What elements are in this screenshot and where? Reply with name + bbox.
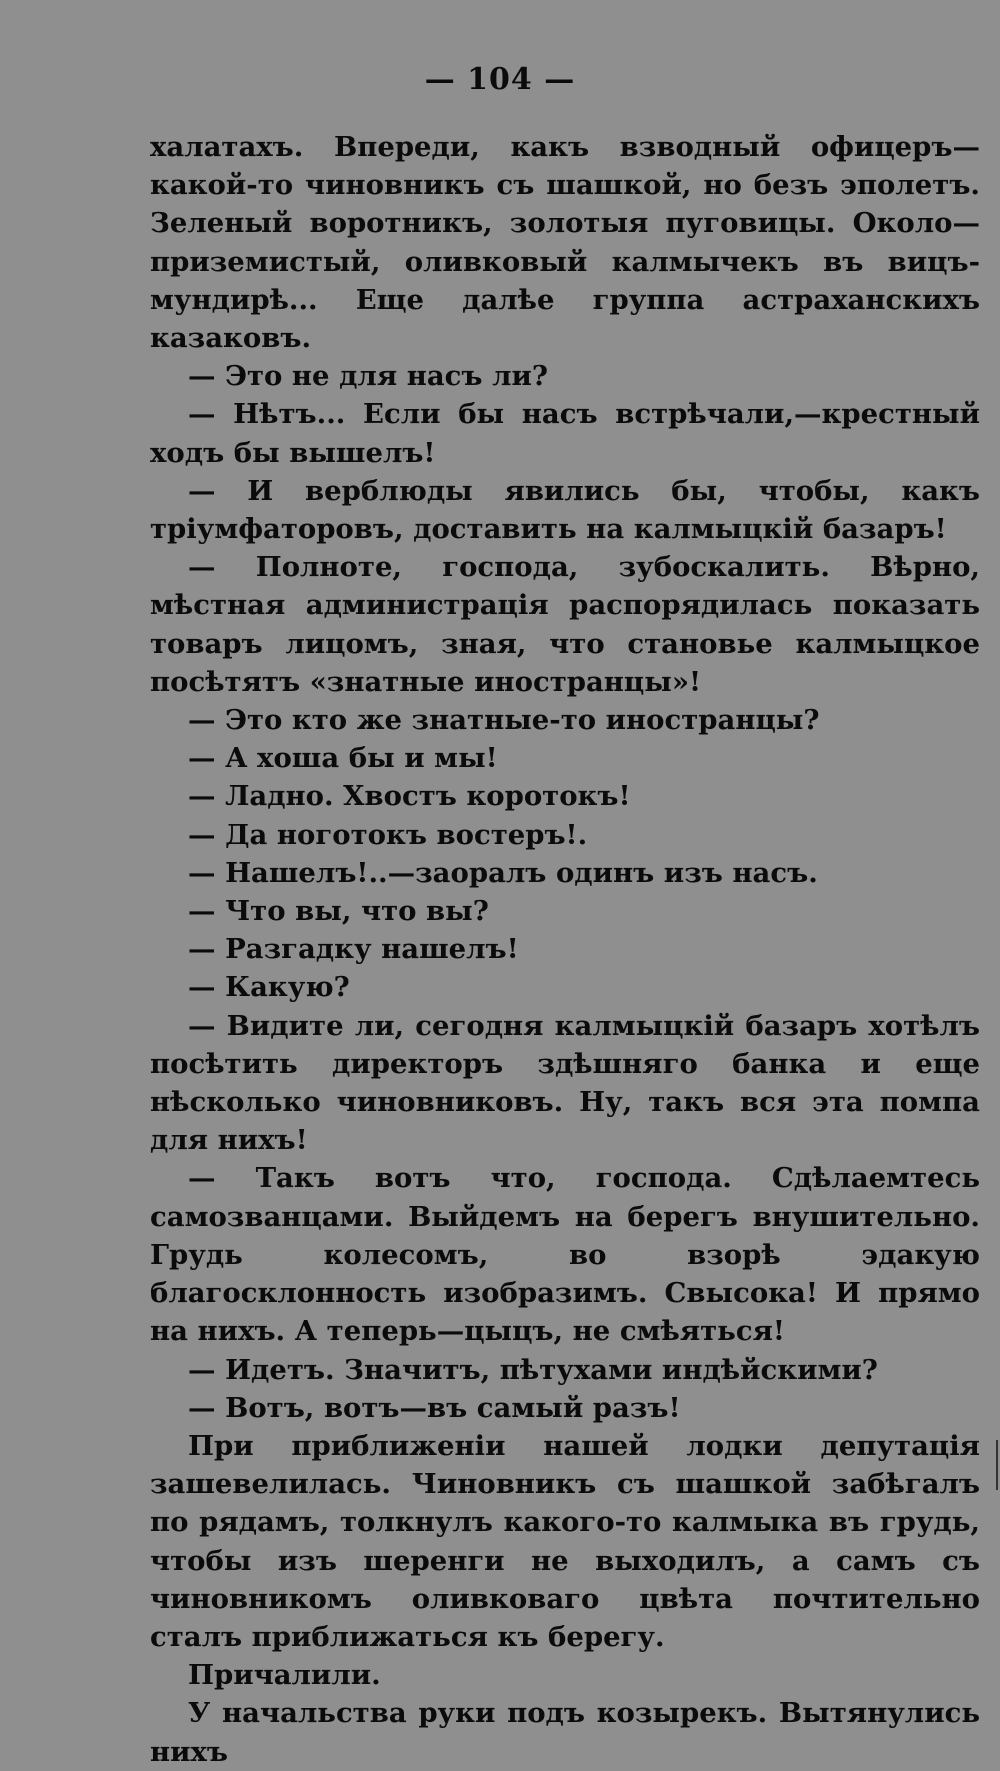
- paragraph: — Вотъ, вотъ—въ самый разъ!: [188, 1391, 681, 1424]
- page-edge-mark: [996, 1440, 998, 1490]
- paragraph: — А хоша бы и мы!: [188, 742, 498, 775]
- paragraph: У начальства руки подъ козырекъ. Вытянулись нихъ: [150, 1697, 980, 1768]
- paragraph: — И верблюды явились бы, чтобы, какъ тріумфаторовъ, доставить на калмыцкій базаръ!: [150, 474, 980, 546]
- paragraph: — Да ноготокъ востеръ!.: [188, 818, 588, 851]
- paragraph: — Какую?: [188, 971, 350, 1004]
- paragraph: — Разгадку нашелъ!: [188, 933, 519, 966]
- paragraph: — Ладно. Хвостъ коротокъ!: [188, 780, 631, 813]
- paragraph: — Видите ли, сегодня калмыцкій базаръ хотѣлъ посѣтить директоръ здѣшняго банка и еще нѣсколько чиновниковъ. Ну, такъ вся эта помпа для нихъ!: [150, 1009, 980, 1157]
- paragraph: — Нѣтъ... Если бы насъ встрѣчали,—крестный ходъ бы вышелъ!: [150, 398, 980, 469]
- paragraph: — Что вы, что вы?: [188, 895, 489, 928]
- page-number: — 104 —: [424, 62, 576, 97]
- paragraph: — Полноте, господа, зубоскалить. Вѣрно, мѣстная администрація распорядилась показать товаръ лицомъ, зная, что становье калмыцкое посѣтятъ «знатные иностранцы»!: [150, 551, 980, 698]
- paragraph: Причалили.: [188, 1659, 381, 1692]
- paragraph: халатахъ. Впереди, какъ взводный офицеръ—какой-то чиновникъ съ шашкой, но безъ эполетъ. Зеленый воротникъ, золотыя пуговицы. Около—приземистый, оливковый калмычекъ въ вицъ-мундирѣ... Еще далѣе группа астраханскихъ казаковъ.: [150, 131, 980, 355]
- paragraph: При приближеніи нашей лодки депутація зашевелилась. Чиновникъ съ шашкой забѣгалъ по рядамъ, толкнулъ какого-то калмыка въ грудь, чтобы изъ шеренги не выходилъ, а самъ съ чиновникомъ оливковаго цвѣта почтительно сталъ приближаться къ берегу.: [150, 1429, 980, 1653]
- paragraph: — Идетъ. Значитъ, пѣтухами индѣйскими?: [188, 1353, 878, 1386]
- paragraph: — Это кто же знатные-то иностранцы?: [188, 704, 820, 737]
- page-text: [150, 128, 980, 1771]
- paragraph: — Это не для насъ ли?: [188, 360, 548, 393]
- paragraph: — Такъ вотъ что, господа. Сдѣлаемтесь самозванцами. Выйдемъ на берегъ внушительно. Грудь колесомъ, во взорѣ эдакую благосклонность изобразимъ. Свысока! И прямо на нихъ. А теперь—цыцъ, не смѣяться!: [150, 1162, 980, 1348]
- paragraph: — Нашелъ!..—заоралъ одинъ изъ насъ.: [188, 856, 818, 889]
